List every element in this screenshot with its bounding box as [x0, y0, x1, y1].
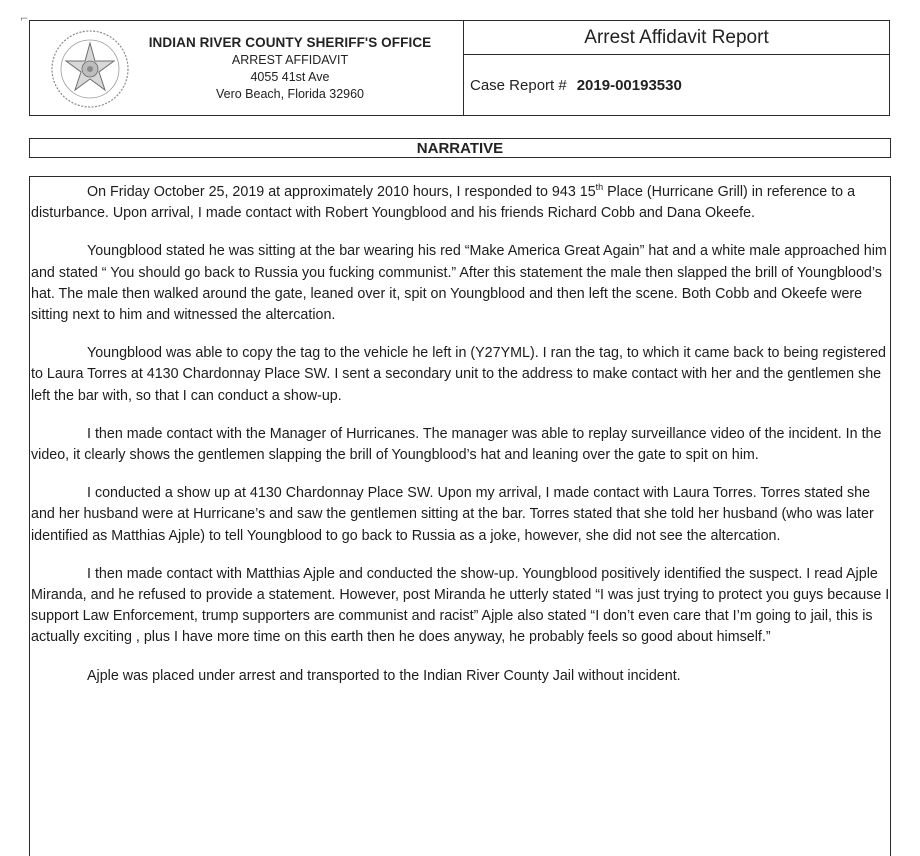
narrative-text [31, 182, 893, 704]
address-line-1: 4055 41st Ave [250, 70, 330, 84]
narrative-paragraph-1 [31, 182, 893, 224]
case-report-row [464, 55, 889, 115]
narrative-paragraph-2: Youngblood stated he was sitting at the bar wearing his red “Make America Great Again” hat and a white male approached him and stated “ You should go back to Russia you fucking communist.” After this statement the male then slapped the brill of Youngblood’s hat. The male then walked around the gate, leaned over it, spit on Youngblood and then left the scene. Both Cobb and Okeefe were sitting next to him and witnessed the altercation. [31, 243, 887, 324]
narrative-paragraph-5: I conducted a show up at 4130 Chardonnay Place SW. Upon my arrival, I made contact with Laura Torres. Torres stated she and her husband were at Hurricane’s and saw the gentlemen sitting at the bar. Torres stated that she told her husband (who was later identified as Matthias Ajple) to tell Youngblood to go back to Russia as a joke, however, she did not see the altercation. [31, 485, 874, 544]
narrative-paragraph-3: Youngblood was able to copy the tag to the vehicle he left in (Y27YML). I ran the tag, to which it came back to being registered to Laura Torres at 4130 Chardonnay Place SW. I sent a secondary unit to the address to make contact with her and the gentlemen she left the bar with, so that I can conduct a show-up. [31, 345, 886, 404]
case-label: Case Report # [470, 76, 567, 94]
narrative-section-title: NARRATIVE [29, 138, 891, 158]
form-name: ARREST AFFIDAVIT [231, 53, 349, 67]
case-number: 2019-00193530 [576, 76, 682, 94]
ordinal-suffix: th [595, 182, 604, 193]
scan-mark-icon: ⌐ [20, 14, 29, 25]
report-title: Arrest Affidavit Report [464, 21, 889, 55]
agency-info [140, 35, 440, 101]
sheriff-seal-icon [48, 27, 132, 111]
agency-header-box [29, 20, 464, 116]
agency-name: INDIAN RIVER COUNTY SHERIFF'S OFFICE [148, 35, 432, 50]
narrative-paragraph-7: Ajple was placed under arrest and transported to the Indian River County Jail without incident. [87, 667, 681, 684]
paragraph-1-part-b: Place (Hurricane Grill) in reference to a disturbance. Upon arrival, I made contact with Robert Youngblood and his friends Richard Cobb and Dana Okeefe. [31, 184, 856, 222]
paragraph-1-part-a: On Friday October 25, 2019 at approximately 2010 hours, I responded to 943 15 [87, 184, 596, 200]
report-header-box [464, 20, 890, 116]
address-line-2: Vero Beach, Florida 32960 [215, 87, 365, 101]
narrative-paragraph-4: I then made contact with the Manager of Hurricanes. The manager was able to replay surveillance video of the incident. In the video, it clearly shows the gentlemen slapping the brill of Youngblood’s hat and leaning over the gate to spit on him. [31, 425, 882, 464]
narrative-paragraph-6: I then made contact with Matthias Ajple and conducted the show-up. Youngblood positively identified the suspect. I read Ajple Miranda, and he refused to provide a statement. However, post Miranda he utterly stated “I was just trying to protect you guys because I support Law Enforcement, trump supporters are communist and racist” Ajple also stated “I don’t even care that I’m going to jail, this is actually exciting , plus I have more time on this earth then he does anyway, he probably feels so good about himself.” [31, 565, 890, 646]
